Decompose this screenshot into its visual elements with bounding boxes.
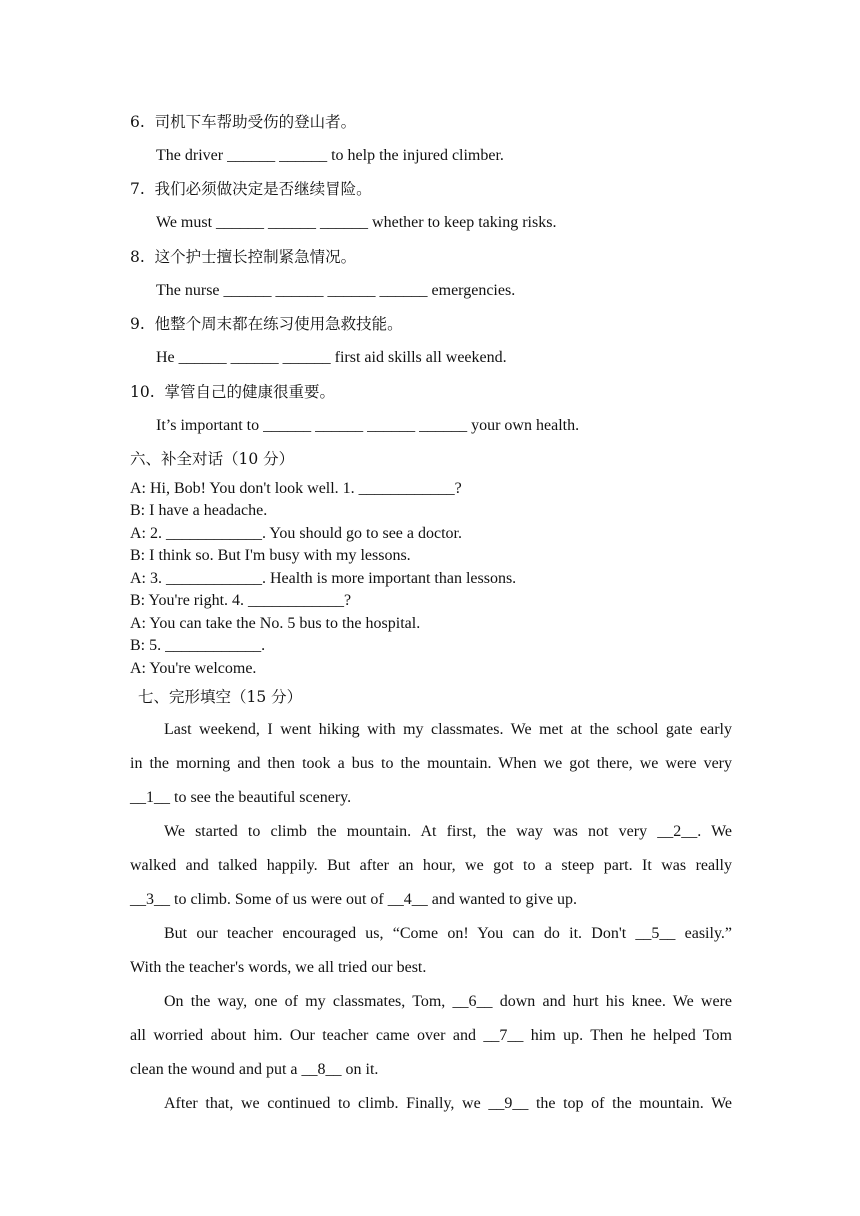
translation-item-7-english: We must ______ ______ ______ whether to keep taking risks. (156, 214, 557, 231)
dialogue-line: A: 3. ____________. Health is more important than lessons. (130, 570, 517, 587)
translation-item-6-english: The driver ______ ______ to help the injured climber. (156, 147, 504, 164)
dialogue-line: B: 5. ____________. (130, 637, 266, 654)
dialogue-line: B: I have a headache. (130, 502, 268, 519)
cloze-passage-line: After that, we continued to climb. Finally, we __9__ the top of the mountain. We (164, 1095, 732, 1112)
translation-item-7-chinese: 7. 我们必须做决定是否继续冒险。 (130, 180, 372, 198)
dialogue-line: A: 2. ____________. You should go to see a doctor. (130, 525, 462, 542)
cloze-passage-line: __1__ to see the beautiful scenery. (130, 789, 352, 806)
translation-item-9-chinese: 9. 他整个周末都在练习使用急救技能。 (130, 315, 403, 333)
translation-item-10-english: It’s important to ______ ______ ______ ______ your own health. (156, 417, 580, 434)
translation-item-8-english: The nurse ______ ______ ______ ______ emergencies. (156, 282, 516, 299)
dialogue-line: A: You're welcome. (130, 660, 257, 677)
cloze-passage-line: walked and talked happily. But after an hour, we got to a steep part. It was really (130, 857, 732, 874)
cloze-passage-line: clean the wound and put a __8__ on it. (130, 1061, 379, 1078)
translation-item-6-chinese: 6. 司机下车帮助受伤的登山者。 (130, 113, 357, 131)
dialogue-line: B: You're right. 4. ____________? (130, 592, 352, 609)
dialogue-line: A: Hi, Bob! You don't look well. 1. ____________? (130, 480, 462, 497)
cloze-passage-line: all worried about him. Our teacher came over and __7__ him up. Then he helped Tom (130, 1027, 732, 1044)
translation-item-10-chinese: 10. 掌管自己的健康很重要。 (130, 383, 336, 401)
cloze-passage-line: We started to climb the mountain. At first, the way was not very __2__. We (164, 823, 732, 840)
dialogue-line: B: I think so. But I'm busy with my lessons. (130, 547, 411, 564)
cloze-passage-line: On the way, one of my classmates, Tom, __6__ down and hurt his knee. We were (164, 993, 732, 1010)
translation-item-9-english: He ______ ______ ______ first aid skills all weekend. (156, 349, 507, 366)
translation-item-8-chinese: 8. 这个护士擅长控制紧急情况。 (130, 248, 357, 266)
cloze-passage-line: But our teacher encouraged us, “Come on! You can do it. Don't __5__ easily.” (164, 925, 732, 942)
cloze-passage-line: With the teacher's words, we all tried our best. (130, 959, 427, 976)
cloze-passage-line: __3__ to climb. Some of us were out of __4__ and wanted to give up. (130, 891, 578, 908)
cloze-passage-line: in the morning and then took a bus to the mountain. When we got there, we were very (130, 755, 732, 772)
cloze-heading: 七、完形填空（15 分） (138, 688, 303, 706)
dialogue-heading: 六、补全对话（10 分） (130, 450, 295, 468)
cloze-passage-line: Last weekend, I went hiking with my classmates. We met at the school gate early (164, 721, 732, 738)
dialogue-line: A: You can take the No. 5 bus to the hospital. (130, 615, 421, 632)
cloze-passage (130, 713, 732, 1121)
